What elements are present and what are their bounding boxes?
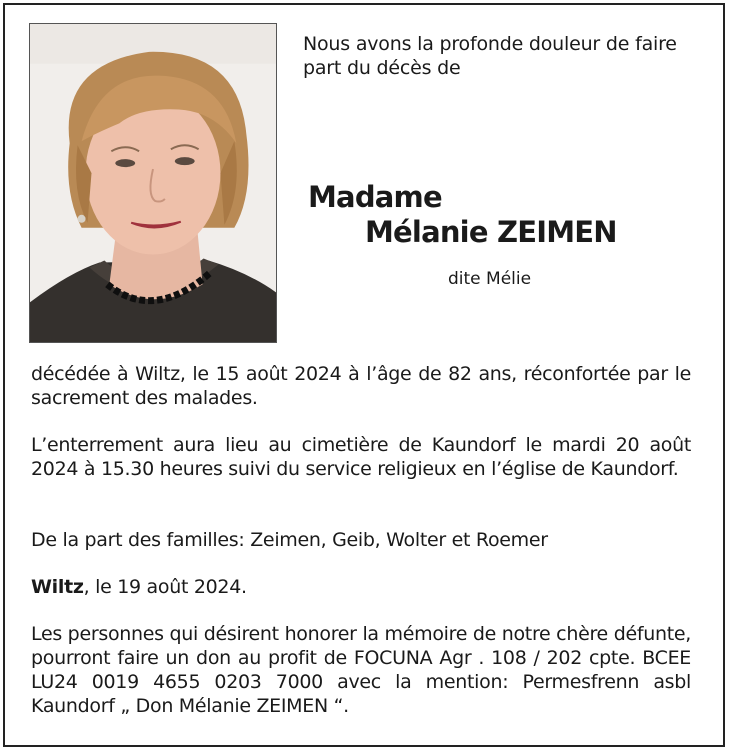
intro-text: Nous avons la profonde douleur de faire part du décès de (303, 33, 677, 79)
deceased-name: Mélanie ZEIMEN (365, 215, 617, 249)
death-paragraph: décédée à Wiltz, le 15 août 2024 à l’âge de 82 ans, réconfortée par le sacrement des malades. (31, 363, 691, 409)
nickname: dite Mélie (448, 269, 532, 289)
title-madame: Madame (308, 180, 442, 214)
families-paragraph: De la part des familles: Zeimen, Geib, Wolter et Roemer (31, 529, 548, 551)
burial-paragraph: L’enterrement aura lieu au cimetière de Kaundorf le mardi 20 août 2024 à 15.30 heures suivi du service religieux en l’église de Kaundorf. (31, 434, 691, 480)
donation-paragraph: Les personnes qui désirent honorer la mémoire de notre chère défunte, pourront faire un don au profit de FOCUNA Agr . 108 / 202 cpte. BCEE LU24 0019 4655 0203 7000 avec la mention: Permesfrenn asbl Kaundorf „ Don Mélanie ZEIMEN “. (31, 623, 691, 717)
place-date-line (31, 575, 691, 599)
place-name: Wiltz (31, 576, 84, 598)
notice-date: , le 19 août 2024. (83, 576, 247, 598)
portrait-photo (29, 23, 277, 343)
